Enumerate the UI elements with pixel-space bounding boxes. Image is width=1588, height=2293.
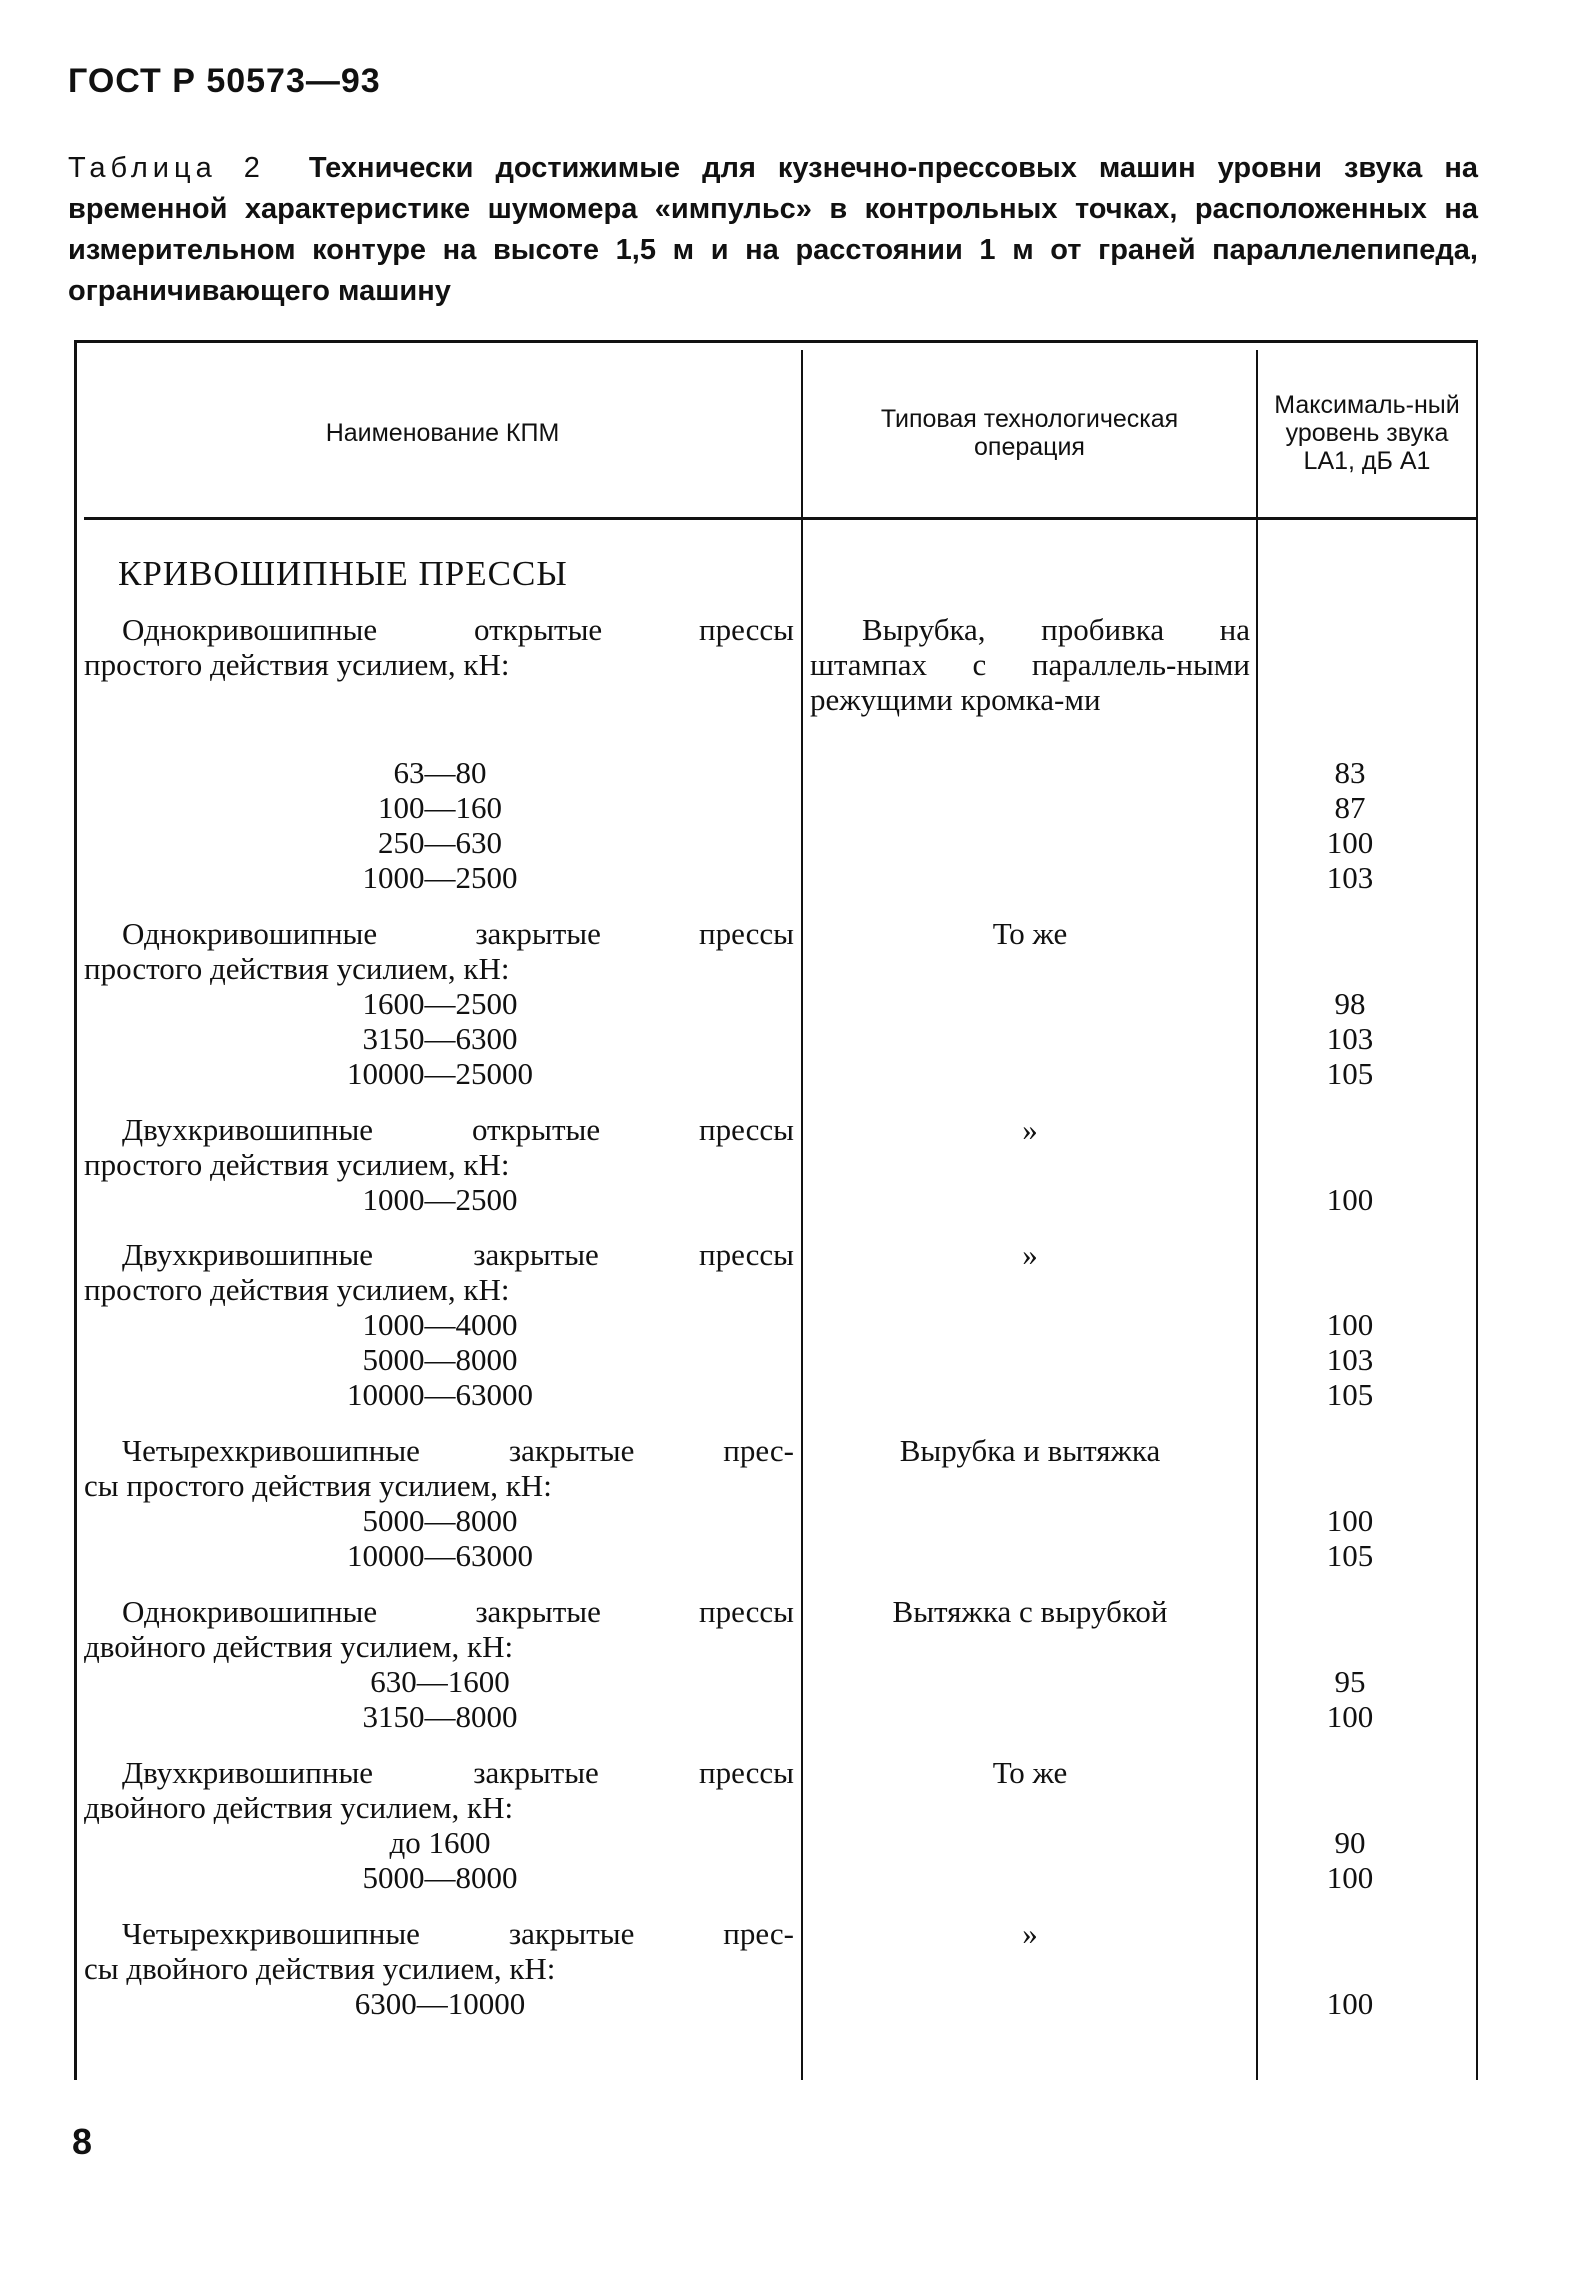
value-cell: 103 — [1326, 860, 1374, 895]
group-operation: То же — [992, 916, 1068, 951]
group-operation: Вырубка и вытяжка — [899, 1433, 1161, 1468]
group-name-line: простого действия усилием, кН: — [84, 647, 510, 682]
value-cell: 100 — [1326, 825, 1374, 860]
range-cell: 1000—2500 — [362, 1182, 518, 1217]
value-cell: 103 — [1326, 1342, 1374, 1377]
range-cell: 5000—8000 — [362, 1503, 518, 1538]
table-label: Таблица 2 — [68, 152, 265, 184]
header-name: Наименование КПМ — [325, 418, 560, 447]
range-cell: 630—1600 — [370, 1664, 510, 1699]
header-operation — [803, 350, 1256, 515]
group-name-line: Однокривошипные закрытые прессы — [122, 916, 794, 951]
group-name — [84, 1755, 794, 1825]
group-name — [84, 916, 794, 986]
group-name-line: Четырехкривошипные закрытые прес- — [122, 1433, 794, 1468]
group-operation: » — [1022, 1237, 1038, 1272]
range-cell: 250—630 — [378, 825, 502, 860]
group-operation: » — [1022, 1112, 1038, 1147]
table-top-rule — [74, 340, 1478, 343]
group-name-line: простого действия усилием, кН: — [84, 1272, 510, 1307]
right-border — [1476, 340, 1478, 2080]
value-cell: 98 — [1334, 986, 1366, 1021]
group-name-line: сы двойного действия усилием, кН: — [84, 1951, 556, 1986]
range-cell: 100—160 — [378, 790, 502, 825]
range-cell: 10000—25000 — [347, 1056, 533, 1091]
document-code: ГОСТ Р 50573—93 — [68, 62, 381, 100]
group-operation: Вырубка, пробивка на штампах с параллель-ными режущими кромка-ми — [810, 612, 1250, 717]
range-cell: 1600—2500 — [362, 986, 518, 1021]
group-name — [84, 1594, 794, 1664]
group-name — [84, 1433, 794, 1503]
range-cell: 3150—8000 — [362, 1699, 518, 1734]
left-border — [74, 340, 77, 2080]
range-cell: 1000—2500 — [362, 860, 518, 895]
group-name-line: Двухкривошипные открытые прессы — [122, 1112, 794, 1147]
value-cell: 105 — [1326, 1056, 1374, 1091]
range-cell: 10000—63000 — [347, 1377, 533, 1412]
group-name-line: сы простого действия усилием, кН: — [84, 1468, 552, 1503]
column-divider-2 — [1256, 350, 1258, 2080]
value-cell: 100 — [1326, 1503, 1374, 1538]
value-cell: 83 — [1334, 755, 1366, 790]
group-name-line: Двухкривошипные закрытые прессы — [122, 1755, 794, 1790]
header-max-level-text: Максималь-ный уровень звука LA1, дБ А1 — [1274, 390, 1460, 475]
header-bottom-rule — [84, 517, 1478, 520]
group-name-line: двойного действия усилием, кН: — [84, 1790, 514, 1825]
column-divider-1 — [801, 350, 803, 2080]
group-name-line: простого действия усилием, кН: — [84, 1147, 510, 1182]
value-cell: 105 — [1326, 1538, 1374, 1573]
range-cell: до 1600 — [389, 1825, 491, 1860]
value-cell: 100 — [1326, 1860, 1374, 1895]
value-cell: 103 — [1326, 1021, 1374, 1056]
value-cell: 100 — [1326, 1307, 1374, 1342]
range-cell: 6300—10000 — [354, 1986, 526, 2021]
group-name — [84, 612, 794, 682]
group-name-line: Однокривошипные закрытые прессы — [122, 1594, 794, 1629]
range-cell: 5000—8000 — [362, 1342, 518, 1377]
group-name-line: простого действия усилием, кН: — [84, 951, 510, 986]
header-max-level — [1258, 350, 1476, 515]
group-name — [84, 1916, 794, 1986]
range-cell: 10000—63000 — [347, 1538, 533, 1573]
page-number: 8 — [72, 2121, 93, 2162]
range-cell: 63—80 — [393, 755, 487, 790]
range-cell: 3150—6300 — [362, 1021, 518, 1056]
value-cell: 100 — [1326, 1699, 1374, 1734]
group-operation: Вытяжка с вырубкой — [892, 1594, 1168, 1629]
group-name — [84, 1237, 794, 1307]
value-cell: 90 — [1334, 1825, 1366, 1860]
group-operation: » — [1022, 1916, 1038, 1951]
value-cell: 87 — [1334, 790, 1366, 825]
value-cell: 100 — [1326, 1182, 1374, 1217]
group-name-line: Четырехкривошипные закрытые прес- — [122, 1916, 794, 1951]
group-name — [84, 1112, 794, 1182]
table-caption — [68, 148, 1478, 312]
section-title: КРИВОШИПНЫЕ ПРЕССЫ — [118, 554, 568, 593]
group-name-line: Двухкривошипные закрытые прессы — [122, 1237, 794, 1272]
range-cell: 1000—4000 — [362, 1307, 518, 1342]
value-cell: 100 — [1326, 1986, 1374, 2021]
group-operation: То же — [992, 1755, 1068, 1790]
value-cell: 105 — [1326, 1377, 1374, 1412]
group-name-line: двойного действия усилием, кН: — [84, 1629, 514, 1664]
group-name-line: Однокривошипные открытые прессы — [122, 612, 794, 647]
header-operation-text: Типовая технологическая операция — [880, 404, 1179, 461]
value-cell: 95 — [1334, 1664, 1366, 1699]
table-title: Технически достижимые для кузнечно-прессовых машин уровни звука на временной характеристике шумомера «импульс» в контрольных точках, расположенных на измерительном контуре на высоте 1,5 м и на расстоянии 1 м от граней параллелепипеда, ограничивающего машину — [68, 152, 1478, 307]
range-cell: 5000—8000 — [362, 1860, 518, 1895]
